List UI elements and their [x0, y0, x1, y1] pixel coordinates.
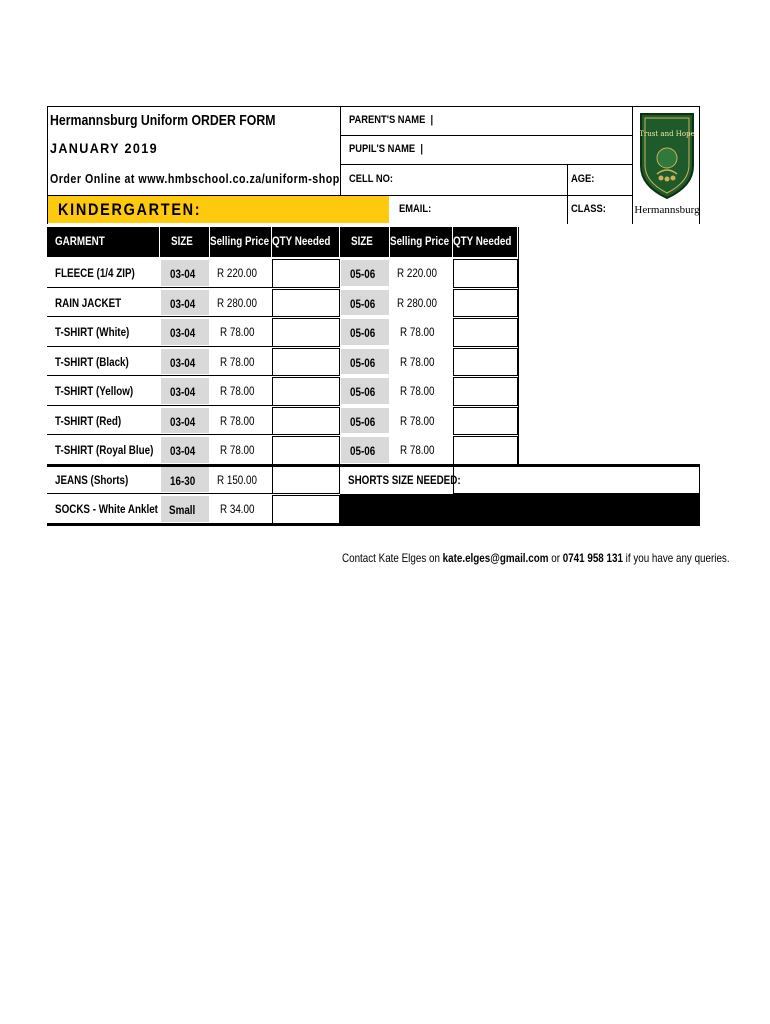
row-divider — [47, 346, 340, 347]
row-divider — [47, 287, 340, 288]
header-selling-price: Selling Price — [210, 227, 271, 257]
contact-phone: 0741 958 131 — [562, 551, 623, 565]
size-value-2: 05-06 — [341, 290, 389, 316]
form-date: JANUARY 2019 — [50, 140, 158, 156]
school-logo — [635, 108, 699, 222]
age-field[interactable]: AGE: — [571, 173, 595, 185]
size-value: 03-04 — [161, 349, 209, 375]
garment-name: T-SHIRT (Black) — [55, 354, 129, 369]
logo-wordmark: Hermannsburg — [634, 204, 700, 216]
garment-name: JEANS (Shorts) — [55, 472, 129, 487]
header-size: SIZE — [160, 227, 209, 257]
header-qty-needed-2: QTY Needed — [453, 227, 517, 257]
qty-input[interactable] — [272, 289, 340, 318]
size-value-2: 05-06 — [341, 260, 389, 286]
garment-name: T-SHIRT (Red) — [55, 413, 122, 428]
divider — [518, 227, 519, 466]
price-value: R 220.00 — [216, 266, 257, 280]
order-online-text: Order Online at www.hmbschool.co.za/uniform-shop — [50, 171, 340, 186]
pupil-name-field[interactable]: PUPIL'S NAME | — [349, 143, 423, 155]
qty-input[interactable] — [272, 495, 340, 524]
divider — [340, 135, 632, 136]
row-divider — [47, 493, 340, 494]
row-divider — [47, 434, 340, 435]
size-value: 03-04 — [161, 319, 209, 345]
price-value-2: R 78.00 — [400, 354, 435, 369]
price-value: R 78.00 — [219, 413, 255, 428]
shorts-size-input[interactable] — [453, 466, 700, 495]
price-value: R 78.00 — [219, 354, 255, 369]
parent-name-field[interactable]: PARENT'S NAME | — [349, 114, 434, 126]
qty-input[interactable] — [272, 466, 340, 495]
size-value: 16-30 — [161, 467, 209, 493]
qty-input-2[interactable] — [453, 436, 518, 465]
divider — [567, 164, 568, 224]
garment-name: SOCKS - White Anklet — [55, 502, 158, 516]
size-value: 03-04 — [161, 378, 209, 404]
price-value: R 34.00 — [219, 502, 255, 516]
table-bottom-border — [47, 524, 700, 526]
size-value: Small — [161, 496, 209, 522]
size-value: 03-04 — [161, 260, 209, 286]
header-garment: GARMENT — [47, 227, 159, 257]
price-value: R 150.00 — [216, 472, 257, 487]
contact-note: Contact Kate Elges on kate.elges@gmail.com or 0741 958 131 if you have any queries. — [342, 551, 730, 565]
header-size-2: SIZE — [340, 227, 389, 257]
shorts-size-label: SHORTS SIZE NEEDED: — [348, 472, 461, 487]
size-value-2: 05-06 — [341, 349, 389, 375]
divider — [340, 106, 341, 196]
row-divider — [47, 316, 340, 317]
qty-input-2[interactable] — [453, 318, 518, 347]
garment-name: T-SHIRT (Royal Blue) — [55, 443, 154, 457]
email-field[interactable]: EMAIL: — [399, 203, 432, 215]
qty-input[interactable] — [272, 377, 340, 406]
qty-input-2[interactable] — [453, 377, 518, 406]
garment-name: T-SHIRT (Yellow) — [55, 384, 134, 398]
row-divider — [47, 405, 340, 406]
price-value-2: R 78.00 — [400, 443, 435, 457]
price-value-2: R 78.00 — [400, 413, 435, 428]
garment-name: FLEECE (1/4 ZIP) — [55, 266, 135, 280]
size-value: 03-04 — [161, 290, 209, 316]
qty-input[interactable] — [272, 407, 340, 436]
qty-input[interactable] — [272, 348, 340, 377]
garment-name: T-SHIRT (White) — [55, 325, 130, 339]
price-value-2: R 280.00 — [397, 295, 438, 310]
size-value: 03-04 — [161, 437, 209, 463]
price-value-2: R 78.00 — [400, 325, 435, 339]
price-value: R 280.00 — [216, 295, 257, 310]
header-selling-price-2: Selling Price — [390, 227, 452, 257]
garment-name: RAIN JACKET — [55, 295, 122, 310]
filled-block — [340, 494, 700, 525]
class-field[interactable]: CLASS: — [571, 203, 606, 215]
row-divider — [47, 375, 340, 376]
size-value-2: 05-06 — [341, 437, 389, 463]
contact-email: kate.elges@gmail.com — [442, 551, 549, 565]
price-value: R 78.00 — [219, 443, 255, 457]
cell-no-field[interactable]: CELL NO: — [349, 173, 393, 185]
qty-input[interactable] — [272, 259, 340, 288]
divider — [340, 164, 632, 165]
price-value: R 78.00 — [219, 384, 255, 398]
qty-input-2[interactable] — [453, 289, 518, 318]
qty-input-2[interactable] — [453, 259, 518, 288]
form-title: Hermannsburg Uniform ORDER FORM — [50, 112, 276, 129]
section-title: KINDERGARTEN: — [48, 196, 389, 223]
qty-input[interactable] — [272, 436, 340, 465]
qty-input-2[interactable] — [453, 407, 518, 436]
qty-input[interactable] — [272, 318, 340, 347]
price-value-2: R 78.00 — [400, 384, 435, 398]
price-value: R 78.00 — [219, 325, 255, 339]
size-value-2: 05-06 — [341, 319, 389, 345]
price-value-2: R 220.00 — [397, 266, 438, 280]
size-value-2: 05-06 — [341, 408, 389, 434]
header-qty-needed: QTY Needed — [272, 227, 339, 257]
size-value-2: 05-06 — [341, 378, 389, 404]
svg-text:Trust and Hope: Trust and Hope — [639, 130, 695, 138]
size-value: 03-04 — [161, 408, 209, 434]
qty-input-2[interactable] — [453, 348, 518, 377]
